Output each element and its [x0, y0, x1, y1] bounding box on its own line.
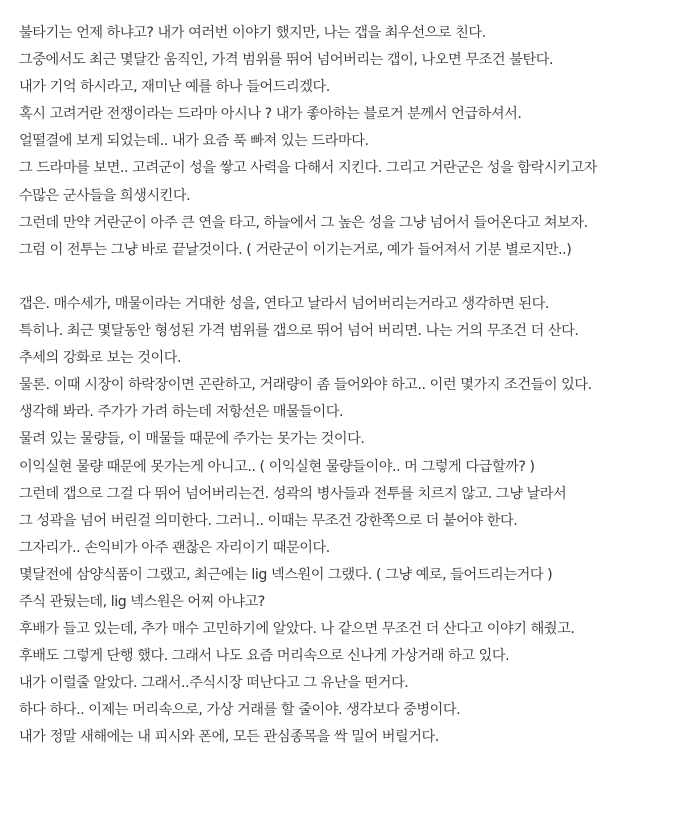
text-line: 그중에서도 최근 몇달간 움직인, 가격 범위를 뛰어 넘어버리는 갭이, 나오면 무조건 불탄다.	[19, 52, 554, 69]
text-line: 물려 있는 물량들, 이 매물들 때문에 주가는 못가는 것이다.	[19, 431, 365, 448]
paragraph-spacer	[19, 264, 689, 291]
text-line: 몇달전에 삼양식품이 그랬고, 최근에는 lig 넥스원이 그랬다. ( 그냥 예로, 들어드리는거다 )	[19, 566, 553, 583]
text-line: 그자리가.. 손익비가 아주 괜찮은 자리이기 때문이다.	[19, 539, 330, 556]
text-line: 갭은. 매수세가, 매물이라는 거대한 성을, 연타고 날라서 넘어버리는거라고 생각하면 된다.	[19, 295, 549, 312]
text-line: 후배가 들고 있는데, 추가 매수 고민하기에 알았다. 나 같으면 무조건 더 산다고 이야기 해줬고.	[19, 621, 575, 638]
text-line: 추세의 강화로 보는 것이다.	[19, 350, 182, 367]
text-line: 얼떨결에 보게 되었는데.. 내가 요즘 푹 빠져 있는 드라마다.	[19, 133, 369, 150]
text-line: 불타기는 언제 하냐고? 내가 여러번 이야기 했지만, 나는 갭을 최우선으로 친다.	[19, 25, 486, 41]
text-line: 물론. 이때 시장이 하락장이면 곤란하고, 거래량이 좀 들어와야 하고.. 이런 몇가지 조건들이 있다.	[19, 377, 592, 394]
text-line: 혹시 고려거란 전쟁이라는 드라마 아시나 ? 내가 좋아하는 블로거 분께서 언급하셔서.	[19, 106, 522, 123]
text-line: 내가 이럴줄 알았다. 그래서..주식시장 떠난다고 그 유난을 떤거다.	[19, 675, 409, 692]
text-line: 하다 하다.. 이제는 머리속으로, 가상 거래를 할 줄이야. 생각보다 중병이다.	[19, 702, 461, 719]
text-line: 특히나. 최근 몇달동안 형성된 가격 범위를 갭으로 뛰어 넘어 버리면. 나는 거의 무조건 더 산다.	[19, 323, 579, 340]
article-body	[19, 20, 689, 752]
text-line: 그런데 갭으로 그걸 다 뛰어 넘어버리는건. 성곽의 병사들과 전투를 치르지 않고. 그냥 날라서	[19, 485, 567, 502]
text-line: 후배도 그렇게 단행 했다. 그래서 나도 요즘 머리속으로 신나게 가상거래 하고 있다.	[19, 648, 510, 665]
paragraph-1	[19, 20, 689, 264]
text-line: 내가 정말 새해에는 내 피시와 폰에, 모든 관심종목을 싹 밀어 버릴거다.	[19, 729, 439, 746]
text-line: 그런데 만약 거란군이 아주 큰 연을 타고, 하늘에서 그 높은 성을 그냥 넘어서 들어온다고 쳐보자.	[19, 214, 588, 231]
text-line: 주식 관뒀는데, lig 넥스원은 어찌 아냐고?	[19, 593, 265, 610]
paragraph-2	[19, 291, 689, 752]
text-line: 생각해 봐라. 주가가 가려 하는데 저항선은 매물들이다.	[19, 404, 344, 421]
text-line: 이익실현 물량 때문에 못가는게 아니고.. ( 이익실현 물량들이야.. 머 그렇게 다급할까? )	[19, 458, 535, 475]
text-line: 그 드라마를 보면.. 고려군이 성을 쌓고 사력을 다해서 지킨다. 그리고 거란군은 성을 함락시키고자	[19, 160, 597, 177]
text-line: 그 성곽을 넘어 버린걸 의미한다. 그러니.. 이때는 무조건 강한쪽으로 더 붙어야 한다.	[19, 512, 518, 529]
text-line: 그럼 이 전투는 그냥 바로 끝날것이다. ( 거란군이 이기는거로, 예가 들어져서 기분 별로지만..)	[19, 241, 572, 258]
text-line: 수많은 군사들을 희생시킨다.	[19, 187, 191, 204]
text-line: 내가 기억 하시라고, 재미난 예를 하나 들어드리겠다.	[19, 79, 330, 96]
